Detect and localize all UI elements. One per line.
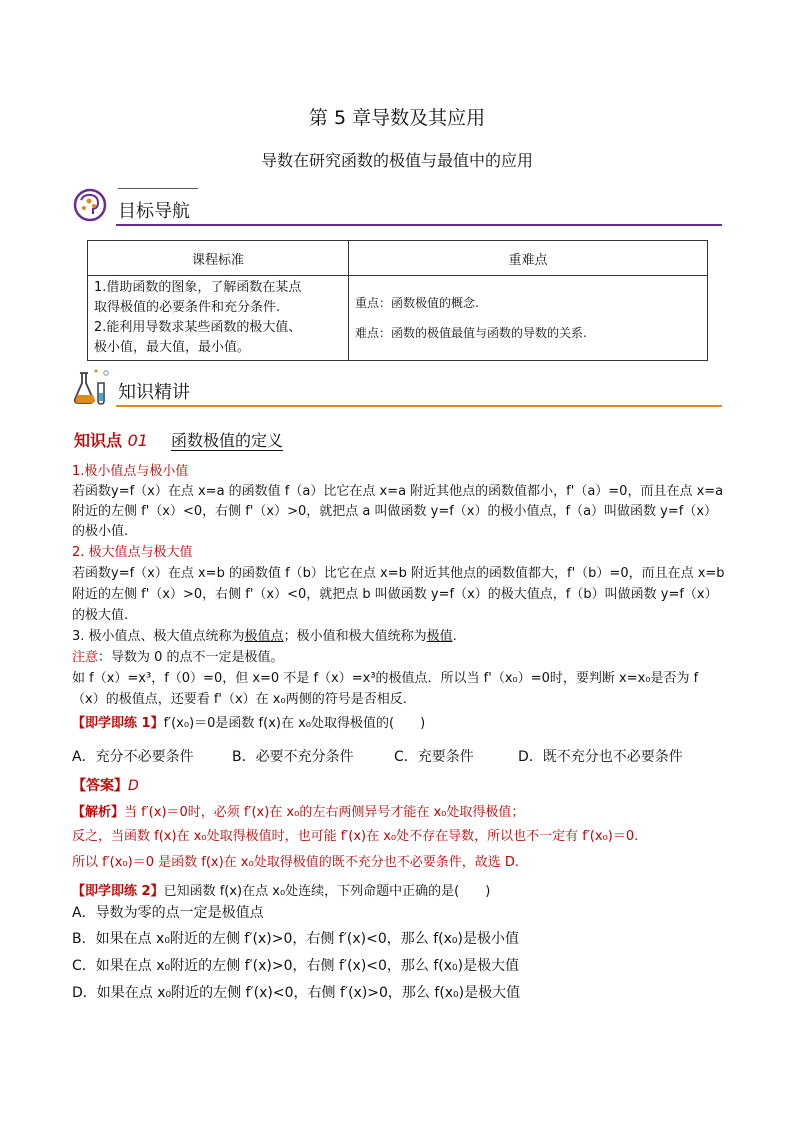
knowledge-point-heading: [74, 428, 283, 451]
table-cell-keypoints: [349, 276, 708, 361]
table-line: 1.借助函数的图象，了解函数在某点: [94, 280, 302, 295]
exercise-1-answer: 【答案】D: [72, 778, 139, 794]
brain-head-icon: [72, 186, 110, 226]
option-a: A．充分不必要条件: [72, 749, 194, 765]
section-knowledge: [72, 367, 722, 407]
paragraph-line: 附近的左侧 f'（x）>0，右侧 f'（x）<0，就把点 b 叫做函数 y=f（x）的极大值点，f（b）叫做函数 y=f（x）: [72, 587, 718, 602]
knowledge-point-number: 知识点 01: [74, 431, 148, 450]
paragraph-line: 附近的左侧 f'（x）<0，右侧 f'（x）>0，就把点 a 叫做函数 y=f（x）的极小值点，f（a）叫做函数 y=f（x）: [72, 504, 718, 519]
paragraph-line: 的极大值.: [72, 608, 129, 623]
paragraph-line: 若函数y=f（x）在点 x=b 的函数值 f（b）比它在点 x=b 附近其他点的函数值都大，f'（b）=0，而且在点 x=b: [72, 566, 725, 581]
exercise-2-question: 【即学即练 2】已知函数 f(x)在点 x₀处连续，下列命题中正确的是( ): [72, 884, 491, 899]
option-d: D．如果在点 x₀附近的左侧 f′(x)<0，右侧 f′(x)>0，那么 f(x₀)是极大值: [72, 985, 521, 1001]
analysis-line: 所以 f′(x₀)＝0 是函数 f(x)在 x₀处取得极值的既不充分也不必要条件，故选 D.: [72, 855, 519, 870]
section-top-line: [118, 188, 198, 189]
paragraph-line: 如 f（x）=x³，f（0）=0，但 x=0 不是 f（x）=x³的极值点．所以当 f'（x₀）=0时，要判断 x=x₀是否为 f: [72, 671, 699, 686]
paragraph-line: 若函数y=f（x）在点 x=a 的函数值 f（a）比它在点 x=a 附近其他点的函数值都小，f'（a）=0，而且在点 x=a: [72, 484, 724, 499]
option-b: B．如果在点 x₀附近的左侧 f′(x)>0，右侧 f′(x)<0，那么 f(x₀)是极小值: [72, 931, 519, 947]
option-c: C．如果在点 x₀附近的左侧 f′(x)>0，右侧 f′(x)<0，那么 f(x₀)是极大值: [72, 958, 520, 974]
table-line: 难点：函数的极值最值与函数的导数的关系.: [355, 326, 587, 340]
analysis-line: 反之，当函数 f(x)在 x₀处取得极值时，也可能 f′(x)在 x₀处不存在导数，所以也不一定有 f′(x₀)＝0.: [72, 829, 639, 844]
section-target-nav: [72, 186, 722, 226]
table-header-keypoints: 重难点: [349, 241, 708, 276]
section-label: 知识精讲: [118, 382, 190, 403]
section-label: 目标导航: [118, 201, 190, 222]
option-b: B．必要不充分条件: [232, 749, 354, 765]
exercise-1-question: 【即学即练 1】f′(x₀)＝0是函数 f(x)在 x₀处取得极值的( ): [72, 716, 426, 731]
option-c: C．充要条件: [394, 749, 474, 765]
subheading-maximum: 2. 极大值点与极大值: [72, 545, 193, 560]
note-line: 注意：导数为 0 的点不一定是极值。: [72, 650, 284, 665]
section-rule: [116, 405, 722, 407]
paragraph-line: （x）的极值点，还要看 f'（x）在 x₀两侧的符号是否相反.: [72, 692, 407, 707]
section-rule: [116, 224, 722, 226]
exercise-1-options: [72, 746, 683, 766]
table-header-standard: 课程标准: [88, 241, 349, 276]
table-line: 取得极值的必要条件和充分条件.: [94, 300, 281, 315]
table-cell-standard: [88, 276, 349, 361]
exercise-1-analysis: 【解析】当 f′(x)＝0时，必须 f′(x)在 x₀的左右两侧异号才能在 x₀处取得极值；: [72, 805, 525, 820]
lesson-title: 导数在研究函数的极值与最值中的应用: [260, 151, 533, 170]
table-line: 极小值，最大值，最小值。: [94, 340, 251, 355]
option-a: A．导数为零的点一定是极值点: [72, 905, 264, 921]
subheading-minimum: 1.极小值点与极小值: [72, 464, 189, 479]
paragraph-extremum-terms: 3. 极小值点、极大值点统称为极值点；极小值和极大值统称为极值.: [72, 629, 457, 644]
flask-icon: [72, 367, 110, 407]
table-line: 重点：函数极值的概念.: [355, 296, 479, 310]
course-table: [87, 240, 708, 361]
option-d: D．既不充分也不必要条件: [518, 749, 683, 765]
chapter-title: 第 5 章导数及其应用: [308, 107, 486, 129]
knowledge-point-name: 函数极值的定义: [171, 431, 284, 450]
paragraph-line: 的极小值.: [72, 524, 129, 539]
table-line: 2.能利用导数求某些函数的极大值、: [94, 320, 302, 335]
